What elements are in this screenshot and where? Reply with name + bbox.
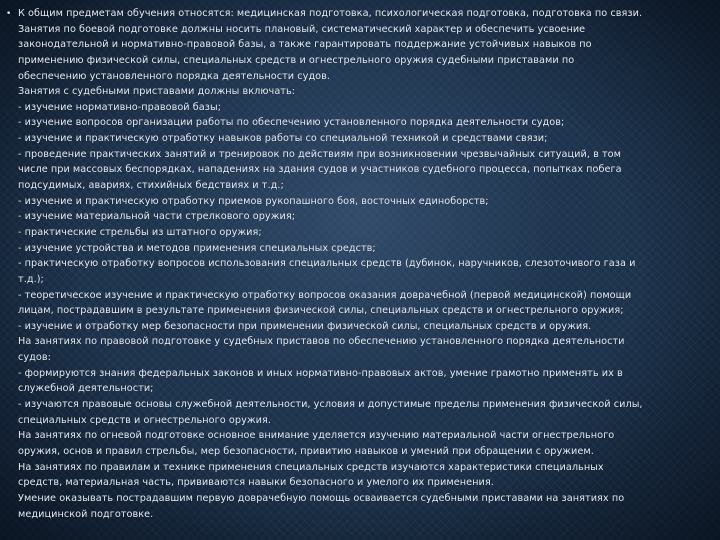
slide [6,6,706,534]
text-line: К общим предметам обучения относятся: медицинская подготовка, психологическая подготовка, подготовка по связи. [18,8,643,19]
text-line: На занятиях по огневой подготовке основное внимание уделяется изучению материальной части огнестрельного [18,430,615,442]
text-line: - изучение устройства и методов применения специальных средств; [18,242,376,254]
text-line: - изучение материальной части стрелкового оружия; [18,211,296,223]
text-line: обеспечению установленного порядка деятельности судов. [18,70,331,82]
text-line: На занятиях по правовой подготовке у судебных приставов по обеспечению установленного порядка деятельности [18,336,625,348]
text-line: - проведение практических занятий и тренировок по действиям при возникновении чрезвычайных ситуаций, в том [18,148,622,160]
text-line: оружия, основ и правил стрельбы, мер безопасности, привитию навыков и умений при обращении с оружием. [18,445,594,457]
text-line: - изучение вопросов организации работы по обеспечению установленного порядка деятельности судов; [18,117,565,129]
text-line: - практическую отработку вопросов использования специальных средств (дубинок, наручников, слезоточивого газа и [18,258,636,270]
text-line: - практические стрельбы из штатного оружия; [18,226,262,238]
text-line: На занятиях по правилам и технике применения специальных средств изучаются характеристики специальных [18,461,604,473]
text-line: - изучение и практическую отработку приемов рукопашного боя, восточных единоборств; [18,195,489,207]
text-line: числе при массовых беспорядках, нападениях на здания судов и участников судебного процесса, попытках побега [18,164,622,176]
text-line: применению физической силы, специальных средств и огнестрельного оружия судебными приставами по [18,54,575,66]
text-line: Занятия с судебными приставами должны включать: [18,86,296,98]
text-line: т.д.); [18,273,44,285]
bullet-marker: • [6,9,12,19]
text-line: - изучение и практическую отработку навыков работы со специальной техникой и средствами связи; [18,133,548,145]
text-line: служебной деятельности; [18,383,154,395]
text-line: Умение оказывать пострадавшим первую доврачебную помощь осваивается судебными приставами на занятиях по [18,492,625,504]
text-line: - изучаются правовые основы служебной деятельности, условия и допустимые пределы применения физической силы, [18,399,643,411]
text-line: специальных средств и огнестрельного оружия. [18,414,271,426]
text-line: средств, материальная часть, прививаются навыки безопасного и умелого их применения. [18,477,494,489]
text-line: - изучение нормативно-правовой базы; [18,101,222,113]
text-line: Занятия по боевой подготовке должны носить плановый, систематический характер и обеспечить усвоение [18,23,586,35]
text-line: законодательной и нормативно-правовой базы, а также гарантировать поддержание устойчивых навыков по [18,39,592,51]
text-line: - формируются знания федеральных законов и иных нормативно-правовых актов, умение грамотно применять их в [18,367,623,379]
text-line: подсудимых, авариях, стихийных бедствиях и т.д.; [18,180,284,192]
text-line: судов: [18,352,51,364]
text-line: - теоретическое изучение и практическую отработку вопросов оказания доврачебной (первой медицинской) помощи [18,289,632,301]
text-line: лицам, пострадавшим в результате применения физической силы, специальных средств и огнестрельного оружия; [18,305,624,317]
text-line: медицинской подготовке. [18,508,154,520]
body-text [18,6,706,522]
text-line: - изучение и отработку мер безопасности при применении физической силы, специальных средств и оружия. [18,320,592,332]
